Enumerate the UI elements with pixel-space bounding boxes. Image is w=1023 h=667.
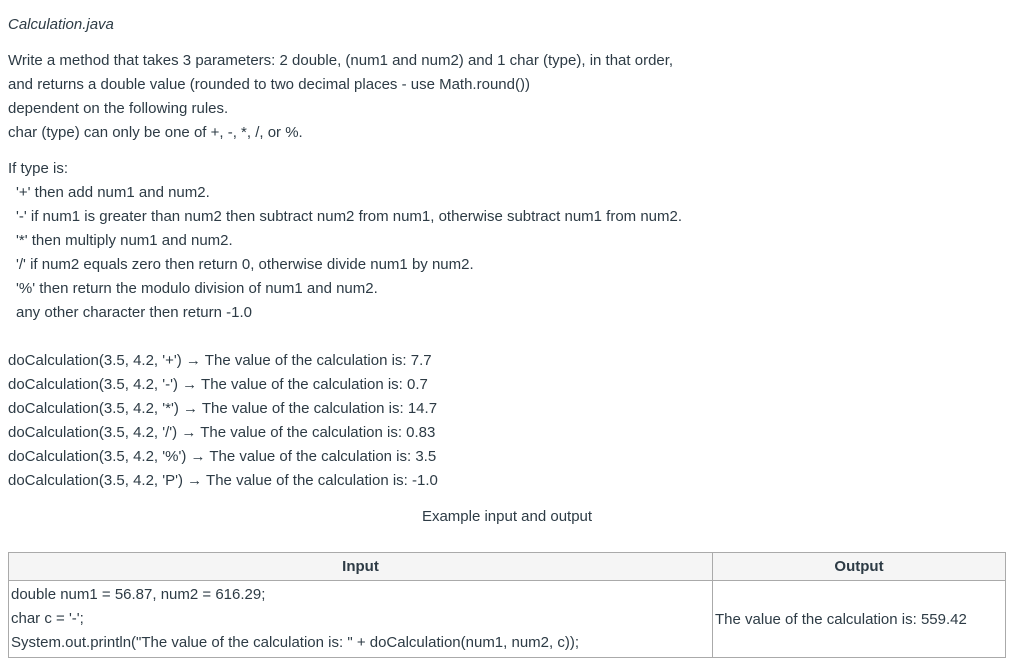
input-code-line: double num1 = 56.87, num2 = 616.29;	[11, 586, 266, 603]
example-line: doCalculation(3.5, 4.2, '/') → The value of the calculation is: 0.83	[8, 424, 436, 441]
description-line: dependent on the following rules.	[8, 100, 229, 117]
rule-item: '%' then return the modulo division of num1 and num2.	[16, 280, 378, 297]
input-cell	[9, 581, 713, 658]
table-caption: Example input and output	[421, 508, 593, 525]
example-line: doCalculation(3.5, 4.2, '%') → The value of the calculation is: 3.5	[8, 448, 437, 465]
output-cell: The value of the calculation is: 559.42	[713, 581, 1006, 658]
description-line: and returns a double value (rounded to two decimal places - use Math.round())	[8, 76, 530, 93]
table-row	[9, 581, 1006, 658]
rule-item: '/' if num2 equals zero then return 0, otherwise divide num1 by num2.	[16, 256, 474, 273]
rule-item: '-' if num1 is greater than num2 then subtract num2 from num1, otherwise subtract num1 from num2.	[16, 208, 683, 225]
rule-item: '+' then add num1 and num2.	[16, 184, 210, 201]
table-header-row	[9, 553, 1006, 581]
description-line: Write a method that takes 3 parameters: 2 double, (num1 and num2) and 1 char (type), in that order,	[8, 52, 674, 69]
rule-item: any other character then return -1.0	[16, 304, 252, 321]
output-column-header: Output	[713, 553, 1006, 581]
description-line: char (type) can only be one of +, -, *, /, or %.	[8, 124, 303, 141]
rules-heading: If type is:	[8, 160, 69, 177]
example-line: doCalculation(3.5, 4.2, '-') → The value of the calculation is: 0.7	[8, 376, 428, 393]
input-column-header: Input	[9, 553, 713, 581]
rule-item: '*' then multiply num1 and num2.	[16, 232, 233, 249]
example-line: doCalculation(3.5, 4.2, 'P') → The value of the calculation is: -1.0	[8, 472, 438, 489]
file-title: Calculation.java	[8, 16, 114, 33]
example-io-table	[8, 552, 1006, 658]
example-line: doCalculation(3.5, 4.2, '+') → The value of the calculation is: 7.7	[8, 352, 432, 369]
example-line: doCalculation(3.5, 4.2, '*') → The value of the calculation is: 14.7	[8, 400, 438, 417]
input-code-line: char c = '-';	[11, 610, 84, 627]
input-code-line: System.out.println("The value of the calculation is: " + doCalculation(num1, num2, c));	[11, 634, 580, 651]
